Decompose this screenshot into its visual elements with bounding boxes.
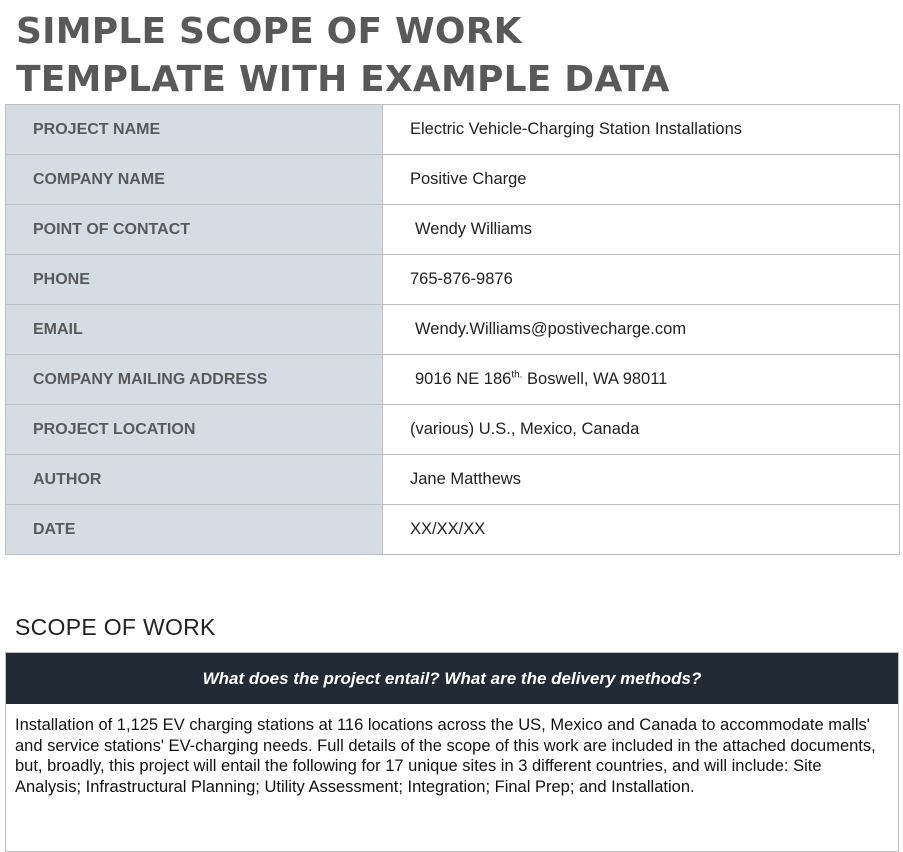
scope-description[interactable]: Installation of 1,125 EV charging stations at 116 locations across the US, Mexico and Canada to accommodate malls' and service stations' EV-charging needs. Full details of the scope of this work are included in the attached documents, but, broadly, this project will entail the following for 17 unique sites in 3 different countries, and will include: Site Analysis; Infrastructural Planning; Utility Assessment; Integration; Final Prep; and Installation. (15, 716, 876, 796)
address-city-state-zip: Boswell, WA 98011 (522, 370, 668, 388)
scope-question-header: What does the project entail? What are the delivery methods? (6, 653, 898, 704)
company-name-value[interactable]: Positive Charge (383, 155, 900, 205)
project-name-label: PROJECT NAME (6, 105, 383, 155)
email-value[interactable]: Wendy.Williams@postivecharge.com (383, 305, 900, 355)
project-info-table (5, 104, 900, 555)
date-value[interactable]: XX/XX/XX (383, 505, 900, 555)
project-location-value[interactable]: (various) U.S., Mexico, Canada (383, 405, 900, 455)
phone-value[interactable]: 765-876-9876 (383, 255, 900, 305)
address-street: 9016 NE 186 (415, 370, 512, 388)
table-row-project-name (6, 105, 900, 155)
scope-of-work-heading: SCOPE OF WORK (15, 614, 216, 640)
table-row-company-name (6, 155, 900, 205)
document-title (16, 8, 670, 104)
address-ordinal-suffix: th. (511, 369, 523, 381)
table-row-mailing-address (6, 355, 900, 405)
phone-label: PHONE (6, 255, 383, 305)
table-row-phone (6, 255, 900, 305)
email-label: EMAIL (6, 305, 383, 355)
point-of-contact-value[interactable]: Wendy Williams (383, 205, 900, 255)
company-name-label: COMPANY NAME (6, 155, 383, 205)
point-of-contact-label: POINT OF CONTACT (6, 205, 383, 255)
mailing-address-label: COMPANY MAILING ADDRESS (6, 355, 383, 405)
scope-of-work-box (5, 652, 899, 852)
table-row-date (6, 505, 900, 555)
author-label: AUTHOR (6, 455, 383, 505)
date-label: DATE (6, 505, 383, 555)
table-row-project-location (6, 405, 900, 455)
table-row-email (6, 305, 900, 355)
table-row-point-of-contact (6, 205, 900, 255)
table-row-author (6, 455, 900, 505)
title-line-1: SIMPLE SCOPE OF WORK (16, 11, 522, 52)
mailing-address-value[interactable] (383, 355, 900, 405)
project-location-label: PROJECT LOCATION (6, 405, 383, 455)
project-name-value[interactable]: Electric Vehicle-Charging Station Installations (383, 105, 900, 155)
title-line-2: TEMPLATE WITH EXAMPLE DATA (16, 59, 670, 100)
author-value[interactable]: Jane Matthews (383, 455, 900, 505)
